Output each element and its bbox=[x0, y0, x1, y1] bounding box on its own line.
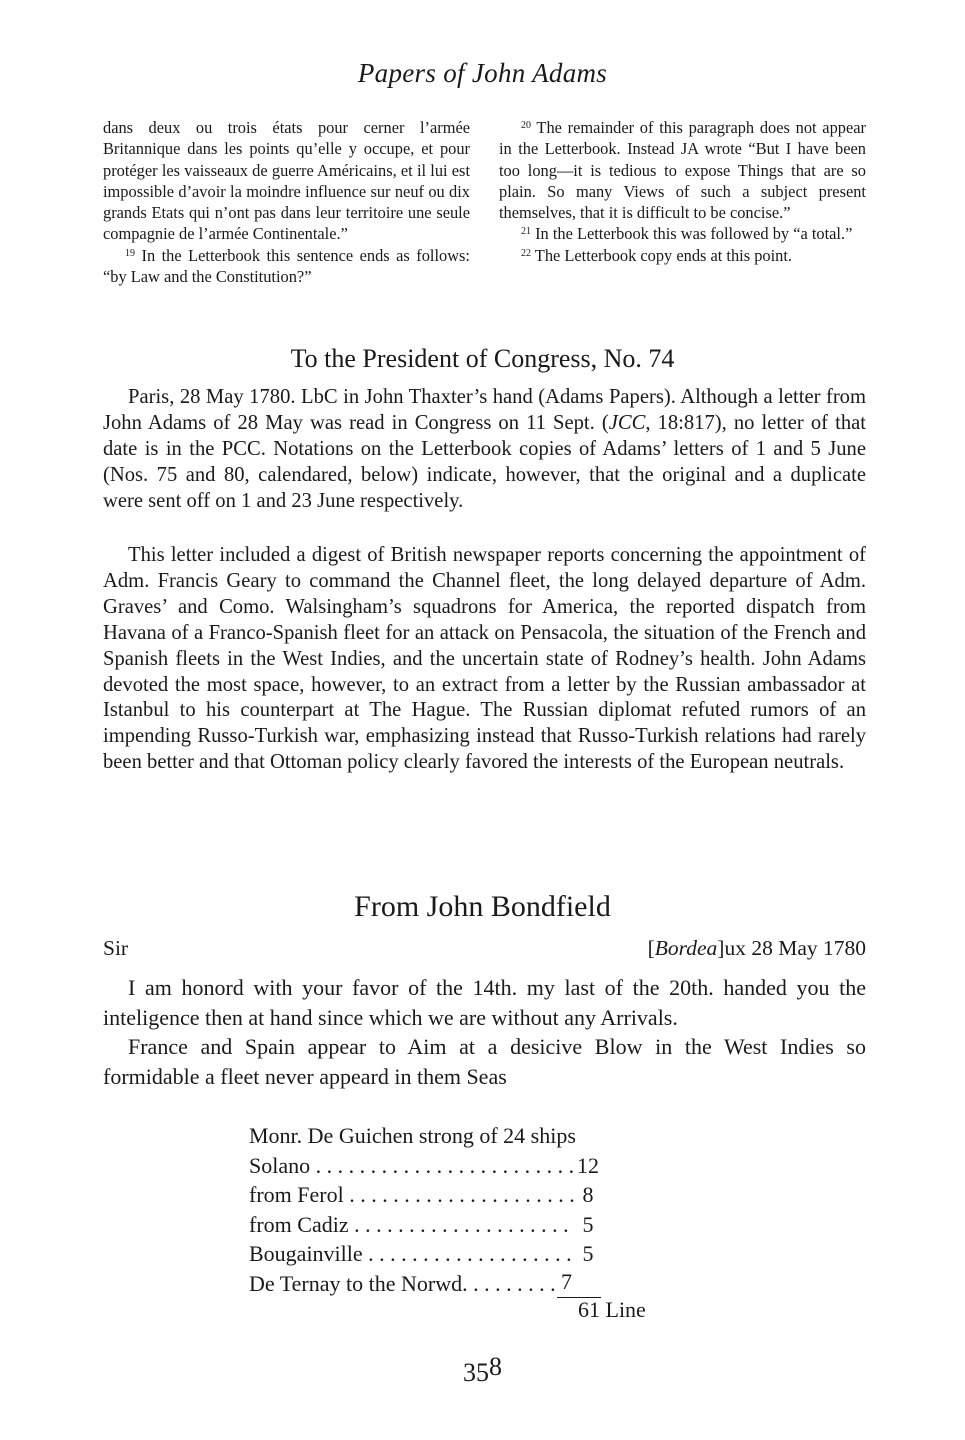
fleet-name: De Ternay to the Norwd. . . . bbox=[249, 1269, 557, 1299]
page-number-raised-digit: 8 bbox=[489, 1352, 502, 1381]
footnotes-right-column bbox=[499, 117, 866, 287]
footnote-marker: 19 bbox=[125, 247, 135, 259]
dateline-rest: ux 28 May 1780 bbox=[724, 936, 866, 960]
fleet-total: 61 Line bbox=[578, 1297, 646, 1322]
fleet-ships: 5 bbox=[582, 1241, 594, 1266]
footnote-marker: 20 bbox=[521, 120, 531, 131]
footnote-text: In the Letterbook this sentence ends as follows: “by Law and the Constitution?” bbox=[103, 245, 470, 287]
letter-body bbox=[103, 973, 866, 1091]
salutation-line bbox=[103, 936, 866, 961]
letter-paragraph: I am honord with your favor of the 14th. my last of the 20th. handed you the inteligence then at hand since which we are without any Arrivals. bbox=[103, 975, 866, 1030]
fleet-row bbox=[249, 1239, 601, 1269]
fleet-table bbox=[249, 1121, 601, 1298]
footnote-text: The remainder of this paragraph does not appear in the Letterbook. Instead JA wrote “But I have been too long—it is tedious to expose Things that are so plain. So many Views of such a subject present themselves, that it is difficult to be concise.” bbox=[499, 118, 866, 223]
italic-citation: JCC bbox=[608, 411, 646, 434]
footnote-20 bbox=[499, 117, 866, 223]
fleet-row bbox=[249, 1210, 601, 1240]
fleet-ships: 12 bbox=[577, 1152, 599, 1178]
footnotes bbox=[103, 117, 866, 287]
footnote-19 bbox=[103, 245, 470, 288]
footnote-22 bbox=[499, 245, 866, 266]
summary-block bbox=[103, 543, 866, 776]
footnote-text: The Letterbook copy ends at this point. bbox=[531, 245, 792, 265]
summary-paragraph: This letter included a digest of British newspaper reports concerning the appointment of Adm. Francis Geary to command the Channel fleet, the long delayed departure of Adm. Graves’ and Como. Walsingham’s squadrons for America, the reported dispatch from Havana of a Franco-Spanish fleet for an attack on Pensacola, the situation of the French and Spanish fleets in the West Indies, and the uncertain state of Rodney’s health. John Adams devoted the most space, however, to an extract from a letter by the Russian ambassador at Istanbul to his counterpart at The Hague. The Russian diplomat refuted rumors of an impending Russo-Turkish war, emphasizing instead that Russo-Turkish relations had rarely been better and that Ottoman policy clearly favored the interests of the European neutrals. bbox=[103, 544, 866, 774]
fleet-ships: 8 bbox=[582, 1182, 594, 1207]
fleet-row bbox=[249, 1151, 601, 1181]
calendar-entry bbox=[103, 385, 866, 515]
fleet-row bbox=[249, 1269, 601, 1299]
fleet-name: from Cadiz . . . bbox=[249, 1210, 575, 1240]
fleet-ships: 7 bbox=[557, 1269, 601, 1299]
page-number bbox=[0, 1352, 965, 1388]
calendar-paragraph bbox=[103, 385, 866, 515]
footnote-marker: 21 bbox=[521, 226, 531, 238]
salutation: Sir bbox=[103, 936, 129, 960]
section-title-from-bondfield: From John Bondfield bbox=[354, 890, 611, 923]
footnotes-left-column bbox=[103, 117, 470, 287]
fleet-ships: 5 bbox=[582, 1211, 594, 1237]
footnote-continuation: dans deux ou trois états pour cerner l’armée Britannique dans les points qu’elle y occupe, et pour protéger les vaisseaux de guerre Américains, et il lui est impossible d’avoir la moindre influence sur neuf ou dix grands Etats qui n’ont pas dans leur territoire une seule compagnie de l’armée Continentale.” bbox=[103, 118, 470, 244]
fleet-name: from Ferol . . . bbox=[249, 1180, 575, 1210]
dateline: [Bordea]ux 28 May 1780 bbox=[647, 936, 866, 960]
footnote-marker: 22 bbox=[521, 247, 531, 259]
dateline-italic: Bordea bbox=[654, 936, 718, 960]
footnote-21 bbox=[499, 223, 866, 244]
fleet-name: Bougainville . . . bbox=[249, 1239, 575, 1269]
section-title-president-of-congress: To the President of Congress, No. 74 bbox=[290, 344, 675, 373]
footnote-text: In the Letterbook this was followed by “a total.” bbox=[531, 224, 853, 244]
letter-paragraph: France and Spain appear to Aim at a desicive Blow in the West Indies so formidable a fleet never appeard in them Seas bbox=[103, 1034, 866, 1089]
page-number-digits: 35 bbox=[463, 1358, 489, 1387]
fleet-intro: Monr. De Guichen strong of 24 ships bbox=[249, 1123, 576, 1148]
fleet-name: Solano . . . bbox=[249, 1151, 575, 1181]
running-head: Papers of John Adams bbox=[357, 58, 608, 88]
fleet-row bbox=[249, 1180, 601, 1210]
text-run: Paris, 28 May 1780. LbC in John Thaxter’s hand (Adams Papers). Although a letter from John Adams of 28 May was read in Congress on 11 Sept. ( bbox=[103, 386, 866, 434]
text-run: , 18:817), no letter of that date is in the PCC. Notations on the Letterbook copies of Adams’ letters of 1 and 5 June (Nos. 75 and 80, calendared, below) indicate, however, that the original and a duplicate were sent off on 1 and 23 June respectively. bbox=[103, 411, 866, 512]
